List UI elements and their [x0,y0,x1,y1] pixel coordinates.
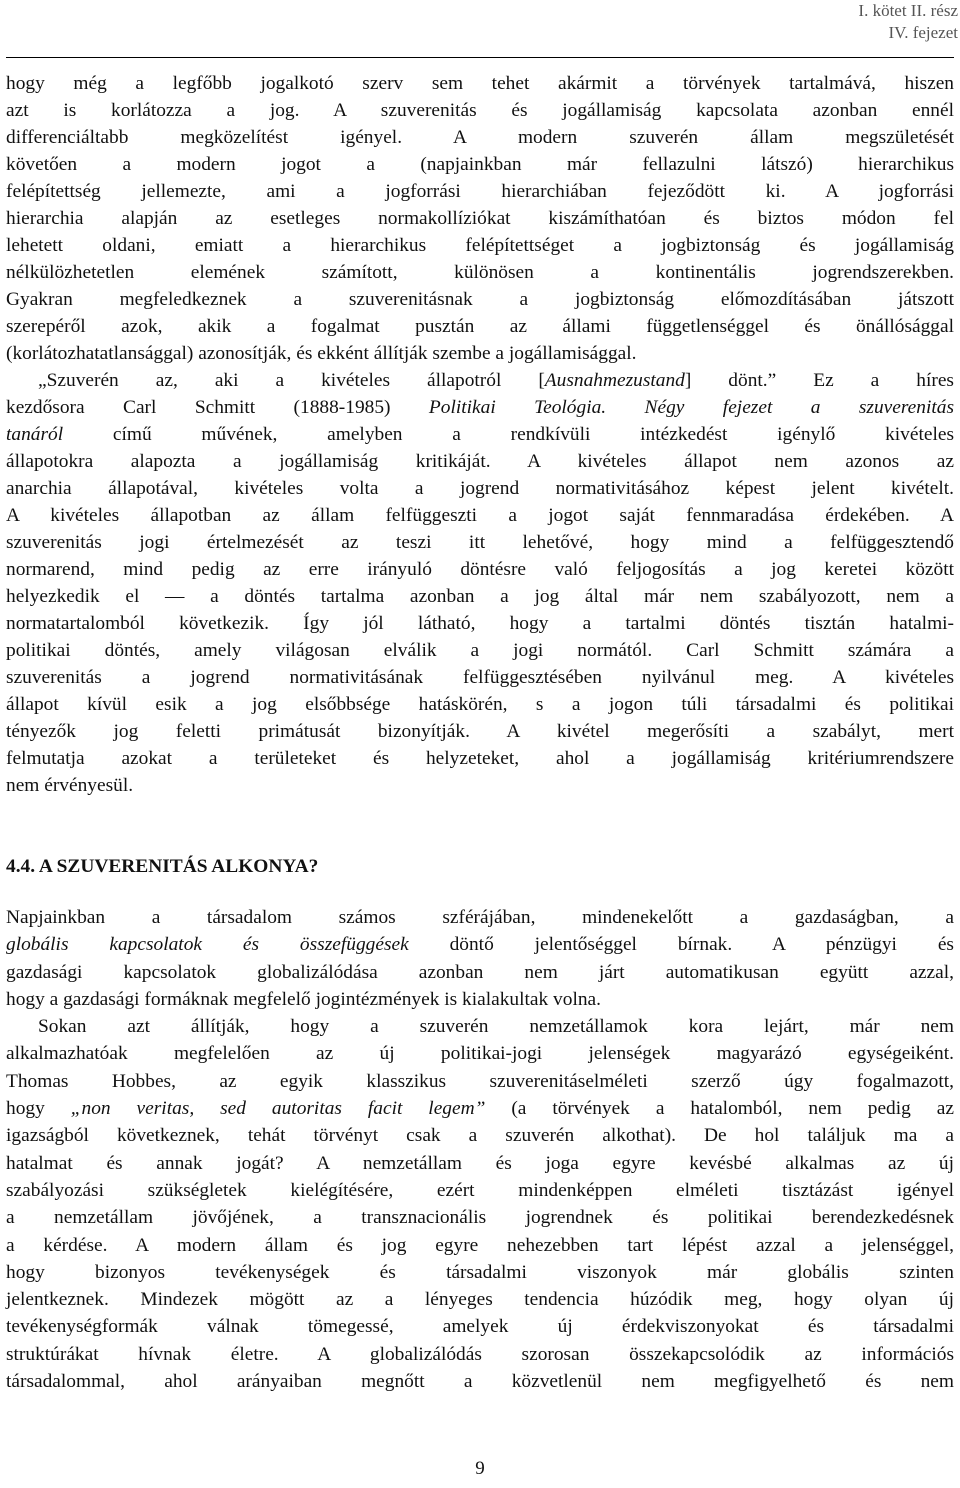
paragraph-nation-state [6,1013,954,1395]
text-line: hogy bizonyos tevékenységek és társadalmi viszonyok már globális szinten [6,1261,954,1283]
text-line: hierarchia alapján az esetleges normakollíziókat kiszámíthatóan és biztos módon fel [6,208,954,229]
italic-title: Politikai Teológia. [428,397,607,418]
text-line: Gyakran megfeledkeznek a szuverenitásnak a jogbiztonság előmozdításában játszott [6,289,954,310]
page-body-upper [6,70,954,799]
text-line: helyezkedik el — a döntés tartalma azonban a jog által már nem szabályozott, nem a [6,586,954,607]
paragraph-globalization [6,904,954,1013]
text-line: anarchia állapotával, kivételes volta a jogrend normativitásához képest jelent kivételt. [6,478,954,499]
text-line: nem érvényesül. [6,775,134,796]
text-line: igazságból következnek, tehát törvényt csak a szuverén alkothat). De hol találjuk ma a [6,1125,954,1147]
header-rule [6,57,954,58]
text-line: tevékenységformák válnak tömegessé, amelyek új érdekviszonyokat és társadalmi [6,1316,954,1338]
italic-quote: „non veritas, sed autoritas facit legem” [70,1098,486,1120]
text-line: A kivételes állapotban az állam felfüggeszti a jogot saját fennmaradása érdekében. A [6,505,954,526]
page-number: 9 [475,1458,485,1479]
text-line: azt is korlátozza a jog. A szuverenitás és jogállamiság kapcsolata azonban ennél [6,100,954,121]
text-line: hogy még a legfőbb jogalkotó szerv sem tehet akármit a törvények tartalmává, hiszen [6,73,954,94]
header-chapter: IV. fejezet [888,23,958,42]
text-line: állapotokra alapozta a jogállamiság kritikáját. A kivételes állapot nem azonos az [6,451,954,472]
text-line: követően a modern jogot a (napjainkban már fellazulni látszó) hierarchikus [6,154,954,175]
text-line: hogy „non veritas, sed autoritas facit legem” (a törvények a hatalomból, nem pedig az [6,1098,954,1120]
text-line: társadalommal, ahol arányaiban megnőtt a közvetlenül nem megfigyelhető és nem [6,1371,954,1393]
italic-title: Négy fejezet a szuverenitás [606,397,955,418]
paragraph-sovereignty-rule-of-law [6,70,954,367]
text-line: nélkülözhetetlen elemének számított, különösen a kontinentális jogrendszerekben. [6,262,954,283]
text-line: globális kapcsolatok és összefüggések döntő jelentőséggel bírnak. A pénzügyi és [6,934,954,956]
text-line: (korlátozhatatlansággal) azonosítják, és ekként állítják szembe a jogállamisággal. [6,343,637,364]
header-volume: I. kötet II. rész [858,1,958,20]
text-line: felépítettség jellemezte, ami a jogforrási hierarchiában fejeződött ki. A jogforrási [6,181,954,202]
text-line: hatalmat és annak jogát? A nemzetállam és joga egyre kevésbé alkalmas az új [6,1152,954,1174]
text-line: Napjainkban a társadalom számos szférájában, mindenekelőtt a gazdaságban, a [6,907,954,928]
text-line: a kérdése. A modern állam és jog egyre nehezebben tart lépést azzal a jelenséggel, [6,1234,954,1256]
running-header [658,0,958,44]
text-line: állapot kívül esik a jog elsőbbsége hatáskörén, s a jogon túli társadalmi és politikai [6,694,954,715]
text-line: kezdősora Carl Schmitt (1888-1985) Politikai Teológia. Négy fejezet a szuverenitás [6,397,955,418]
section-heading: 4.4. A SZUVERENITÁS ALKONYA? [6,856,319,877]
text-line: szuverenitás a jogrend normativitásának felfüggesztésében nyilvánul meg. A kivételes [6,667,954,688]
page-body-lower [6,904,954,1395]
italic-phrase: globális kapcsolatok és összefüggések [6,934,409,956]
text-line: tanáról című művének, amelyben a rendkívüli intézkedést igénylő kivételes [6,424,954,445]
text-line: szuverenitás jogi értelmezését az teszi itt lehetővé, hogy mind a felfüggesztendő [6,532,954,553]
text-line: tényezők jog feletti primátusát bizonyítják. A kivétel megerősíti a szabályt, mert [6,721,954,742]
text-line: differenciáltabb megközelítést igényel. A modern szuverén állam megszületését [6,127,954,148]
text-line: Sokan azt állítják, hogy a szuverén nemzetállamok kora lejárt, már nem [38,1016,954,1038]
paragraph-schmitt [6,367,954,799]
text-line: szabályozási szükségletek kielégítésére, ezért mindenképpen elméleti tisztázást igényel [6,1179,954,1201]
italic-term: Ausnahmezustand [544,370,685,391]
text-line: szerepéről azok, akik a fogalmat pusztán az állami függetlenséggel és önállósággal [6,316,954,337]
text-line: lehetett oldani, emiatt a hierarchikus felépítettséget a jogbiztonság és jogállamiság [6,235,954,256]
text-line: Thomas Hobbes, az egyik klasszikus szuverenitáselméleti szerző úgy fogalmazott, [6,1070,954,1092]
text-line: jelentkeznek. Mindezek mögött az a lényeges tendencia húzódik meg, hogy olyan új [6,1289,954,1311]
text-line: normarend, mind pedig az erre irányuló döntésre való feljogosítás a jog keretei között [6,559,954,580]
italic-title: tanáról [6,424,64,445]
text-line: struktúrákat hívnak életre. A globalizálódás szorosan összekapcsolódik az információs [6,1343,954,1365]
text-line: alkalmazhatóak megfelelően az új politikai-jogi jelenségek magyarázó egységeiként. [6,1043,954,1065]
text-line: „Szuverén az, aki a kivételes állapotról [Ausnahmezustand] dönt.” Ez a híres [38,370,954,391]
text-line: politikai döntés, amely világosan elválik a jogi normától. Carl Schmitt számára a [6,640,954,661]
text-line: hogy a gazdasági formáknak megfelelő jogintézmények is kialakultak volna. [6,988,601,1010]
text-line: normatartalomból következik. Így jól látható, hogy a tartalmi döntés tisztán hatalmi- [6,613,954,634]
text-line: gazdasági kapcsolatok globalizálódása azonban nem járt automatikusan együtt azzal, [6,961,954,983]
text-line: felmutatja azokat a területeket és helyzeteket, ahol a jogállamiság kritériumrendszere [6,748,954,769]
text-line: a nemzetállam jövőjének, a transznacionális jogrendnek és politikai berendezkedésnek [6,1207,954,1229]
